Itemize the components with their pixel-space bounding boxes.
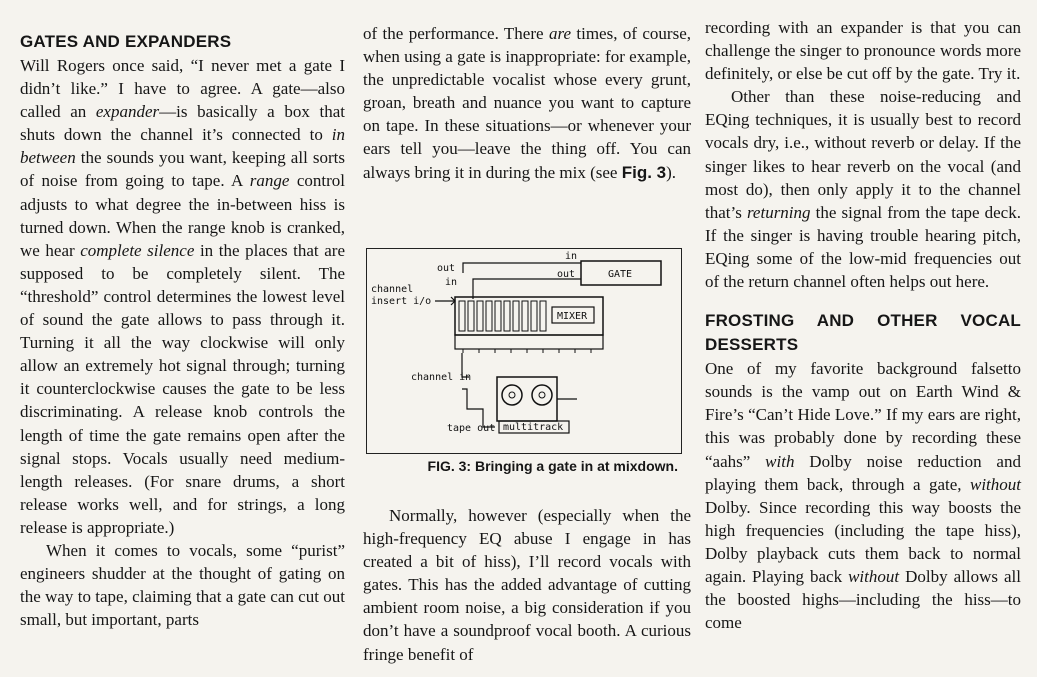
paragraph-expander-benefit: recording with an expander is that you can challenge the singer to pronounce words more definitely, or else be cut off by the gate. Try it. (705, 18, 1021, 84)
text-run: —is basically a box that shuts down the channel it’s connected to (20, 102, 345, 145)
mixer-base (455, 335, 603, 349)
italic-term-without-2: without (848, 566, 900, 586)
mixer-label: MIXER (557, 311, 588, 322)
paragraph-normally: Normally, however (especially when the high-frequency EQ abuse I engage in has created a bit of hiss), I’ll record vocals with gates. This has the added advantage of cutting ambient room noise, a big consideration if you don’t have a soundproof vocal booth. A curious fringe benefit of (363, 506, 691, 664)
signal-flow-diagram (367, 249, 681, 452)
text-run: Other than these noise-reducing and EQing techniques, it is usually best to record vocals dry, i.e., without reverb or delay. If the singer likes to hear reverb on the vocal (and most do), then only apply it to the channel that’s (705, 87, 1021, 222)
mixer-channel-strips (459, 301, 546, 331)
text-run: One of my favorite background falsetto sounds is the vamp out on Earth Wind & Fire’s “Can’t Hide Love.” If my ears are right, this was probably done by recording these “aahs” (705, 359, 1021, 471)
text-run: of the performance. There (363, 24, 549, 43)
paragraph-record-dry (705, 85, 1021, 293)
label-channel: channel (371, 284, 414, 295)
wire-tape-out (462, 389, 495, 427)
section-heading-frosting: FROSTING AND OTHER VOCAL DESSERTS (705, 311, 1021, 355)
label-in-top: in (565, 251, 578, 262)
column-1 (20, 22, 345, 631)
wire-gate-return (473, 279, 581, 299)
tape-deck (497, 377, 557, 421)
tape-hub-right (539, 392, 545, 398)
section-heading-gates: GATES AND EXPANDERS (20, 32, 232, 51)
italic-term-with: with (765, 451, 795, 471)
column-2-bottom (363, 504, 691, 666)
paragraph-vocals-gating: When it comes to vocals, some “purist” engineers shudder at the thought of gating on the way to tape, claiming that a gate can cut out small, but important, parts (20, 540, 345, 630)
text-run: the sounds you want, keeping all sorts of noise from going to tape. A (20, 148, 345, 191)
tape-reel-right (532, 385, 552, 405)
multitrack-label: multitrack (503, 422, 564, 433)
italic-term-range: range (249, 171, 290, 191)
text-run: Dolby noise reduction and playing them back, through a gate, (705, 451, 1021, 494)
tape-hub-left (509, 392, 515, 398)
italic-term-complete-silence: complete silence (80, 240, 195, 260)
italic-term-without: without (969, 474, 1021, 494)
label-insert-io: insert i/o (371, 296, 432, 307)
italic-term-are: are (548, 24, 571, 43)
column-2-top (363, 22, 691, 184)
text-run: the signal from the tape deck. If the singer is having trouble hearing pitch, EQing some of the low-mid frequencies out of the return channel often helps out here. (705, 202, 1021, 292)
paragraph-falsetto (705, 357, 1021, 634)
text-run: Dolby. Since recording this way boosts the high frequencies (including the tape hiss), Dolby playback cuts them back to normal again. Playing back (705, 497, 1021, 586)
label-out: out (437, 263, 456, 274)
tape-reel-left (502, 385, 522, 405)
italic-term-in-between: in between (20, 125, 345, 168)
mixer-feet (463, 349, 591, 353)
label-in: in (445, 277, 458, 288)
label-out-gate: out (557, 269, 576, 280)
gate-label: GATE (608, 269, 633, 280)
italic-term-returning: returning (746, 202, 811, 222)
text-run: times, of course, when using a gate is inappropriate: for example, the unpredictable vocalist whose every grunt, groan, breath and nuance you want to capture on tape. In these situations—or whenever your ears tell you—leave the thing off. You can always bring it in during the mix (see (363, 24, 692, 182)
italic-term-expander: expander (95, 102, 160, 122)
text-run: Dolby allows all the boosted highs—including the hiss—to come (705, 566, 1021, 633)
paragraph-gates-intro (20, 54, 345, 539)
text-run: in the places that are supposed to be completely silent. The “threshold” control determines the lowest level of sound the gate allows to pass through it. Turning it all the way clockwise will only allow an extremely hot signal through; turning it counterclockwise causes the gate to be less discriminating. A release knob controls the length of time the gate remains open after the signal stops. Vocals usually need medium-length releases. (For snare drums, a short release works well, and for strings, a long release is appropriate.) (20, 240, 345, 537)
paragraph-performance (363, 22, 691, 184)
figure-reference: Fig. 3 (621, 162, 667, 182)
figure-3 (366, 248, 684, 480)
label-channel-in: channel in (411, 372, 472, 383)
text-run: ). (666, 162, 677, 182)
column-3 (705, 16, 1021, 634)
figure-frame (366, 248, 682, 454)
figure-caption: FIG. 3: Bringing a gate in at mixdown. (427, 458, 678, 474)
text-run: Will Rogers once said, “I never met a gate I didn’t like.” I have to agree. A gate—also called an (20, 56, 345, 122)
text-run: control adjusts to what degree the in-between hiss is turned down. When the range knob is cranked, we hear (20, 171, 345, 260)
label-tape-out: tape out (447, 423, 496, 434)
